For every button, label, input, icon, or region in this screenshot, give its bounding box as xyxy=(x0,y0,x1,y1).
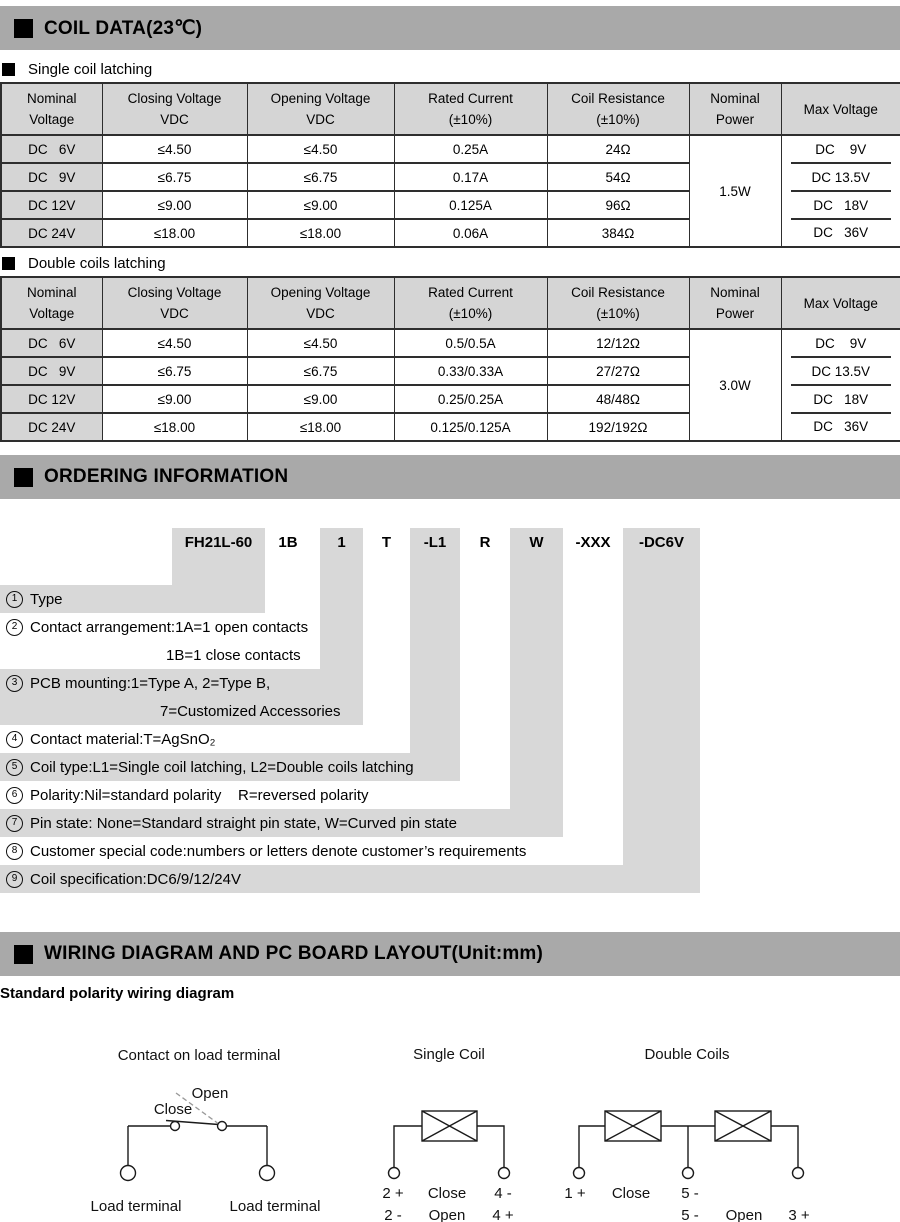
cell-resistance: 48/48Ω xyxy=(547,385,689,413)
double-coils-latching-table xyxy=(0,276,900,442)
table-header-row xyxy=(1,277,900,329)
header-nominal-voltage: Nominal Voltage xyxy=(1,277,102,329)
wire xyxy=(394,1126,422,1168)
diagram-title: Single Coil xyxy=(413,1046,485,1063)
header-closing-voltage: Closing Voltage VDC xyxy=(102,83,247,135)
code-part-coil-type: -L1 xyxy=(423,534,447,551)
diagram-title: Contact on load terminal xyxy=(117,1047,281,1064)
close-label: Close xyxy=(427,1185,467,1202)
header-nominal-power: Nominal Power xyxy=(689,277,781,329)
header-rated-current: Rated Current (±10%) xyxy=(394,277,547,329)
load-terminal-label: Load terminal xyxy=(229,1198,321,1215)
pin-label: 2 + xyxy=(382,1185,404,1202)
close-label: Close xyxy=(611,1185,651,1202)
cell-closing: ≤6.75 xyxy=(102,163,247,191)
cell-nominal: DC 6V xyxy=(1,329,102,357)
cell-closing: ≤18.00 xyxy=(102,413,247,441)
cell-max-voltage: DC 13.5V xyxy=(781,163,900,191)
circled-number-icon: 6 xyxy=(6,787,23,804)
cell-resistance: 384Ω xyxy=(547,219,689,247)
cell-nominal: DC 9V xyxy=(1,163,102,191)
code-part-customer-code: -XXX xyxy=(575,534,611,551)
open-label: Open xyxy=(725,1207,763,1222)
pin-label: 5 - xyxy=(681,1207,699,1222)
cell-opening: ≤9.00 xyxy=(247,191,394,219)
ordering-note-pcb-mounting-cont: 7=Customized Accessories xyxy=(0,697,363,725)
code-part-pcb-mounting: 1 xyxy=(337,534,346,551)
ordering-note-coil-type: 5 Coil type:L1=Single coil latching, L2=Double coils latching xyxy=(0,753,460,781)
ordering-note-contact-material: 4 Contact material:T=AgSnO₂ xyxy=(0,725,216,753)
ordering-information-title: ORDERING INFORMATION xyxy=(44,466,289,487)
ordering-information-section-header xyxy=(0,455,900,499)
cell-nominal: DC 6V xyxy=(1,135,102,163)
contact-point xyxy=(171,1122,180,1131)
subtitle-text: Double coils latching xyxy=(28,254,166,272)
pin-label: 2 - xyxy=(384,1207,402,1222)
ordering-note-polarity: 6 Polarity:Nil=standard polarity R=reversed polarity xyxy=(0,781,368,809)
standard-polarity-subtitle: Standard polarity wiring diagram xyxy=(0,985,235,1002)
wire xyxy=(477,1126,504,1168)
cell-resistance: 24Ω xyxy=(547,135,689,163)
cell-resistance: 54Ω xyxy=(547,163,689,191)
black-square-icon xyxy=(14,19,33,38)
code-part-type: FH21L-60 xyxy=(184,534,253,551)
wire xyxy=(771,1126,798,1168)
cell-opening: ≤9.00 xyxy=(247,385,394,413)
cell-max-voltage: DC 9V xyxy=(781,135,900,163)
cell-resistance: 12/12Ω xyxy=(547,329,689,357)
terminal-circle xyxy=(793,1168,804,1179)
cell-closing: ≤4.50 xyxy=(102,135,247,163)
cell-closing: ≤9.00 xyxy=(102,385,247,413)
header-coil-resistance: Coil Resistance (±10%) xyxy=(547,83,689,135)
open-label: Open xyxy=(428,1207,466,1222)
cell-max-voltage: DC 18V xyxy=(781,385,900,413)
cell-current: 0.33/0.33A xyxy=(394,357,547,385)
circled-number-icon: 5 xyxy=(6,759,23,776)
contact-point xyxy=(218,1122,227,1131)
cell-nominal: DC 24V xyxy=(1,413,102,441)
double-coils-diagram xyxy=(555,1041,900,1222)
code-part-contact-material: T xyxy=(381,534,392,551)
black-square-icon xyxy=(2,257,15,270)
code-part-pin-state: W xyxy=(529,534,544,551)
header-max-voltage: Max Voltage xyxy=(781,83,900,135)
header-nominal-voltage: Nominal Voltage xyxy=(1,83,102,135)
diagram-title: Double Coils xyxy=(644,1046,730,1063)
cell-max-voltage: DC 18V xyxy=(781,191,900,219)
cell-resistance: 192/192Ω xyxy=(547,413,689,441)
contact-on-load-terminal-diagram xyxy=(60,1041,340,1222)
cell-nominal-power: 3.0W xyxy=(689,329,781,441)
code-part-polarity: R xyxy=(479,534,491,551)
cell-current: 0.5/0.5A xyxy=(394,329,547,357)
wiring-diagram-section-header xyxy=(0,932,900,976)
cell-current: 0.25A xyxy=(394,135,547,163)
cell-closing: ≤18.00 xyxy=(102,219,247,247)
cell-current: 0.06A xyxy=(394,219,547,247)
terminal-circle xyxy=(574,1168,585,1179)
terminal-circle xyxy=(260,1166,275,1181)
single-coil-latching-table xyxy=(0,82,900,248)
terminal-circle xyxy=(683,1168,694,1179)
single-coil-latching-subtitle xyxy=(0,60,900,78)
single-coil-diagram xyxy=(375,1041,560,1222)
header-opening-voltage: Opening Voltage VDC xyxy=(247,83,394,135)
cell-nominal: DC 9V xyxy=(1,357,102,385)
wire xyxy=(579,1126,605,1168)
pin-label: 3 + xyxy=(788,1207,810,1222)
cell-nominal: DC 24V xyxy=(1,219,102,247)
header-max-voltage: Max Voltage xyxy=(781,277,900,329)
table-row xyxy=(1,329,900,357)
header-closing-voltage: Closing Voltage VDC xyxy=(102,277,247,329)
cell-max-voltage: DC 36V xyxy=(781,413,900,441)
circled-number-icon: 3 xyxy=(6,675,23,692)
black-square-icon xyxy=(14,468,33,487)
cell-max-voltage: DC 36V xyxy=(781,219,900,247)
circled-number-icon: 8 xyxy=(6,843,23,860)
ordering-note-contact-arrangement-cont: 1B=1 close contacts xyxy=(166,646,301,664)
cell-current: 0.125A xyxy=(394,191,547,219)
code-column-coil-type xyxy=(410,528,460,781)
terminal-circle xyxy=(121,1166,136,1181)
code-part-contact-arrangement: 1B xyxy=(278,534,298,551)
ordering-code-diagram xyxy=(0,513,900,899)
wiring-diagrams xyxy=(0,1041,900,1222)
black-square-icon xyxy=(2,63,15,76)
code-column-pin-state xyxy=(510,528,563,837)
black-square-icon xyxy=(14,945,33,964)
wiring-diagram-title: WIRING DIAGRAM AND PC BOARD LAYOUT(Unit:mm) xyxy=(44,943,544,964)
header-coil-resistance: Coil Resistance (±10%) xyxy=(547,277,689,329)
pin-label: 1 + xyxy=(564,1185,586,1202)
code-column-coil-spec xyxy=(623,528,700,893)
cell-max-voltage: DC 13.5V xyxy=(781,357,900,385)
circled-number-icon: 2 xyxy=(6,619,23,636)
ordering-note-type: 1 Type xyxy=(0,585,265,613)
header-nominal-power: Nominal Power xyxy=(689,83,781,135)
cell-current: 0.25/0.25A xyxy=(394,385,547,413)
circled-number-icon: 7 xyxy=(6,815,23,832)
cell-closing: ≤6.75 xyxy=(102,357,247,385)
ordering-note-customer-code: 8 Customer special code:numbers or letters denote customer’s requirements xyxy=(0,837,526,865)
ordering-note-coil-spec: 9 Coil specification:DC6/9/12/24V xyxy=(0,865,700,893)
load-terminal-label: Load terminal xyxy=(90,1198,182,1215)
cell-opening: ≤4.50 xyxy=(247,135,394,163)
ordering-note-pin-state: 7 Pin state: None=Standard straight pin state, W=Curved pin state xyxy=(0,809,563,837)
cell-opening: ≤6.75 xyxy=(247,357,394,385)
circled-number-icon: 4 xyxy=(6,731,23,748)
cell-current: 0.17A xyxy=(394,163,547,191)
header-rated-current: Rated Current (±10%) xyxy=(394,83,547,135)
ordering-note-contact-arrangement: 2 Contact arrangement:1A=1 open contacts xyxy=(0,613,308,641)
table-header-row xyxy=(1,83,900,135)
cell-opening: ≤18.00 xyxy=(247,413,394,441)
ordering-note-pcb-mounting: 3 PCB mounting:1=Type A, 2=Type B, xyxy=(0,669,363,697)
close-label: Close xyxy=(153,1101,193,1118)
terminal-circle xyxy=(389,1168,400,1179)
coil-data-section-header xyxy=(0,6,900,50)
table-row xyxy=(1,135,900,163)
pin-label: 5 - xyxy=(681,1185,699,1202)
coil-data-title: COIL DATA(23℃) xyxy=(44,17,203,39)
header-opening-voltage: Opening Voltage VDC xyxy=(247,277,394,329)
cell-opening: ≤4.50 xyxy=(247,329,394,357)
cell-nominal-power: 1.5W xyxy=(689,135,781,247)
double-coils-latching-subtitle xyxy=(0,254,900,272)
cell-opening: ≤18.00 xyxy=(247,219,394,247)
cell-closing: ≤9.00 xyxy=(102,191,247,219)
pin-label: 4 + xyxy=(492,1207,514,1222)
circled-number-icon: 9 xyxy=(6,871,23,888)
cell-resistance: 96Ω xyxy=(547,191,689,219)
subtitle-text: Single coil latching xyxy=(28,60,153,78)
cell-resistance: 27/27Ω xyxy=(547,357,689,385)
code-part-coil-spec: -DC6V xyxy=(638,534,684,551)
cell-closing: ≤4.50 xyxy=(102,329,247,357)
cell-nominal: DC 12V xyxy=(1,385,102,413)
pin-label: 4 - xyxy=(494,1185,512,1202)
terminal-circle xyxy=(499,1168,510,1179)
cell-max-voltage: DC 9V xyxy=(781,329,900,357)
open-label: Open xyxy=(191,1085,229,1102)
circled-number-icon: 1 xyxy=(6,591,23,608)
cell-current: 0.125/0.125A xyxy=(394,413,547,441)
cell-nominal: DC 12V xyxy=(1,191,102,219)
cell-opening: ≤6.75 xyxy=(247,163,394,191)
